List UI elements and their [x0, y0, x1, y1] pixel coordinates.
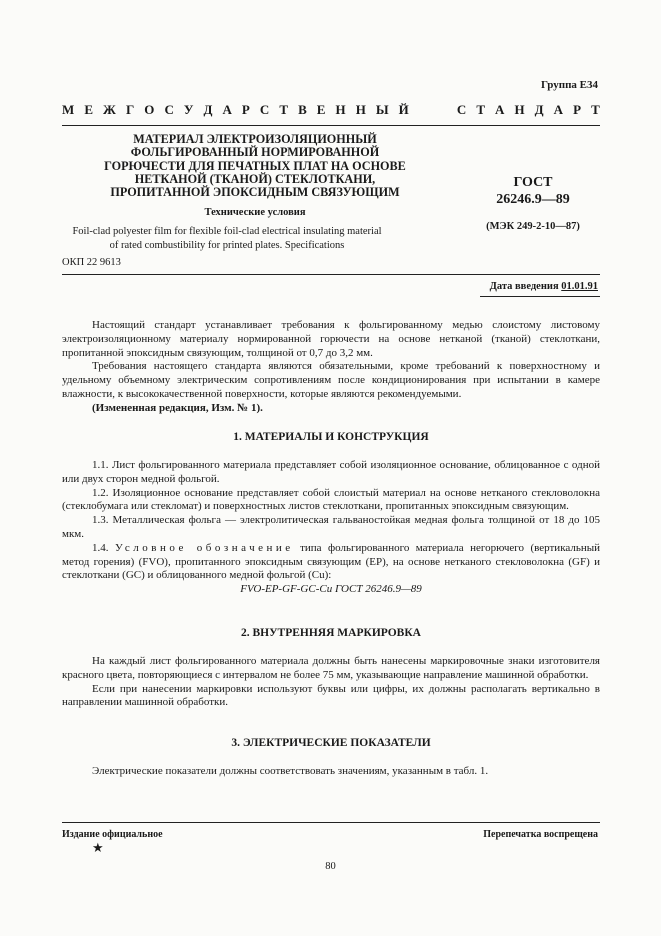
banner-letter: С — [259, 102, 270, 117]
top-rule — [62, 125, 600, 126]
section-3-body — [62, 765, 600, 779]
effective-date — [490, 281, 598, 292]
title-line: НЕТКАНОЙ (ТКАНОЙ) СТЕКЛОТКАНИ, — [134, 171, 376, 186]
paragraph: 1.1. Лист фольгированного материала представляет собой изоляционное основание, облицованное с одной или двух сторон медной фольгой. — [62, 459, 600, 485]
banner-letter: Д — [534, 102, 544, 117]
banner-letter: С — [164, 102, 174, 117]
title-line: ФОЛЬГИРОВАННЫЙ НОРМИРОВАННОЙ — [130, 145, 380, 160]
banner-letter: Н — [355, 102, 366, 117]
section-heading: 2. ВНУТРЕННЯЯ МАРКИРОВКА — [241, 627, 421, 639]
official-edition-note: Издание официальное — [62, 829, 163, 840]
banner-letter: А — [222, 102, 232, 117]
paragraph: 1.3. Металлическая фольга — электролитическая гальваностойкая медная фольга толщиной от 18 до 105 мкм. — [62, 514, 600, 540]
title-line: ГОРЮЧЕСТИ ДЛЯ ПЕЧАТНЫХ ПЛАТ НА ОСНОВЕ — [104, 158, 406, 173]
banner-letter: Т — [591, 102, 600, 117]
gost-designation — [468, 174, 598, 208]
paragraph: 1.2. Изоляционное основание представляет собой слоистый материал на основе нетканого стекловолокна (стеклобумага или стекломат) и поверхностных листов стеклоткани, пропитанных эпоксидным связующим. — [62, 486, 600, 513]
banner-letter: Й — [398, 102, 409, 117]
section-heading: 3. ЭЛЕКТРИЧЕСКИЕ ПОКАЗАТЕЛИ — [231, 737, 431, 749]
paragraph — [62, 542, 600, 583]
document-title — [90, 133, 420, 199]
iec-reference: (МЭК 249-2-10—87) — [486, 221, 580, 232]
banner-letter: Т — [279, 102, 289, 117]
reprint-prohibited-note: Перепечатка воспрещена — [483, 829, 598, 840]
banner-letter: С — [456, 102, 467, 117]
gost-number: 26246.9—89 — [496, 192, 570, 207]
banner-letter: Е — [84, 102, 93, 117]
banner-letter: А — [495, 102, 505, 117]
banner-letter: У — [183, 102, 194, 117]
group-code: Группа Е34 — [540, 79, 598, 91]
paragraph: Если при нанесении маркировки используют буквы или цифры, их должны располагать вертикально в направлении машинной обработки. — [62, 682, 600, 709]
clause-text: типа фольгированного материала негорючего (вертикальный метод горения) (FVO), пропитанного эпоксидным связующим (EP), на основе нетканого стекловолокна (GF) и стеклоткани (GC) и облицованного медной фольгой (Cu): — [62, 541, 601, 582]
paragraph: На каждый лист фольгированного материала должны быть нанесены маркировочные знаки изготовителя красного цвета, повторяющиеся с интервалом не более 75 мм, указывающие направление машинной обработки. — [62, 655, 600, 681]
amendment-note: (Измененная редакция, Изм. № 1). — [92, 401, 263, 414]
banner-letter: Р — [573, 102, 582, 117]
banner-letter: Т — [476, 102, 485, 117]
star-icon: ★ — [92, 840, 104, 855]
english-title-line: Foil-clad polyester film for flexible foil-clad electrical insulating material — [72, 226, 382, 237]
date-value: 01.01.91 — [561, 281, 598, 292]
designation-formula: FVO-EP-GF-GC-Cu ГОСТ 26246.9—89 — [240, 583, 422, 596]
section-1-body — [62, 459, 600, 597]
english-title-line: of rated combustibility for printed plates. Specifications — [109, 240, 345, 251]
english-title — [62, 225, 392, 253]
interstate-standard-banner — [62, 102, 600, 118]
banner-letter: Д — [203, 102, 213, 117]
okp-code: ОКП 22 9613 — [62, 257, 121, 268]
title-line: МАТЕРИАЛ ЭЛЕКТРОИЗОЛЯЦИОННЫЙ — [133, 132, 377, 146]
paragraph: Настоящий стандарт устанавливает требования к фольгированному медью слоистому листовому электроизоляционному материалу нормированной горючести на основе нетканой (тканой) стеклоткани, пропитанной эпоксидным связующим, толщиной от 0,7 до 3,2 мм. — [62, 319, 600, 359]
gost-label: ГОСТ — [513, 175, 553, 190]
section-2-body — [62, 655, 600, 710]
banner-letter: М — [62, 102, 75, 117]
intro-section — [62, 319, 600, 416]
banner-letter: Ж — [103, 102, 116, 117]
banner-letter: Н — [335, 102, 346, 117]
banner-letter: Г — [125, 102, 135, 117]
spaced-term: Условное обозначение — [114, 541, 294, 554]
footer-rule — [62, 822, 600, 823]
banner-letter: В — [298, 102, 307, 117]
clause-number: 1.4. — [92, 541, 109, 554]
page-number: 80 — [325, 861, 336, 872]
banner-letter: Р — [241, 102, 250, 117]
paragraph: Электрические показатели должны соответствовать значениям, указанным в табл. 1. — [92, 765, 489, 777]
banner-letter: О — [144, 102, 155, 117]
date-rule — [480, 296, 600, 297]
date-label: Дата введения — [489, 281, 559, 292]
banner-letter: Н — [514, 102, 525, 117]
title-line: ПРОПИТАННОЙ ЭПОКСИДНЫМ СВЯЗУЮЩИМ — [110, 185, 400, 200]
paragraph: Требования настоящего стандарта являются обязательными, кроме требований к поверхностному и удельному объемному электрическим сопротивлениям после кондиционирования при испытании в камере влажности, к высококачественной поверхности, которые являются рекомендуемыми. — [62, 360, 600, 400]
banner-gap — [419, 102, 447, 118]
middle-rule — [62, 274, 600, 275]
section-heading: 1. МАТЕРИАЛЫ И КОНСТРУКЦИЯ — [233, 431, 429, 443]
banner-letter: А — [553, 102, 564, 117]
banner-letter: Е — [316, 102, 326, 117]
banner-letter: Ы — [375, 102, 389, 117]
document-subtitle: Технические условия — [204, 207, 306, 218]
